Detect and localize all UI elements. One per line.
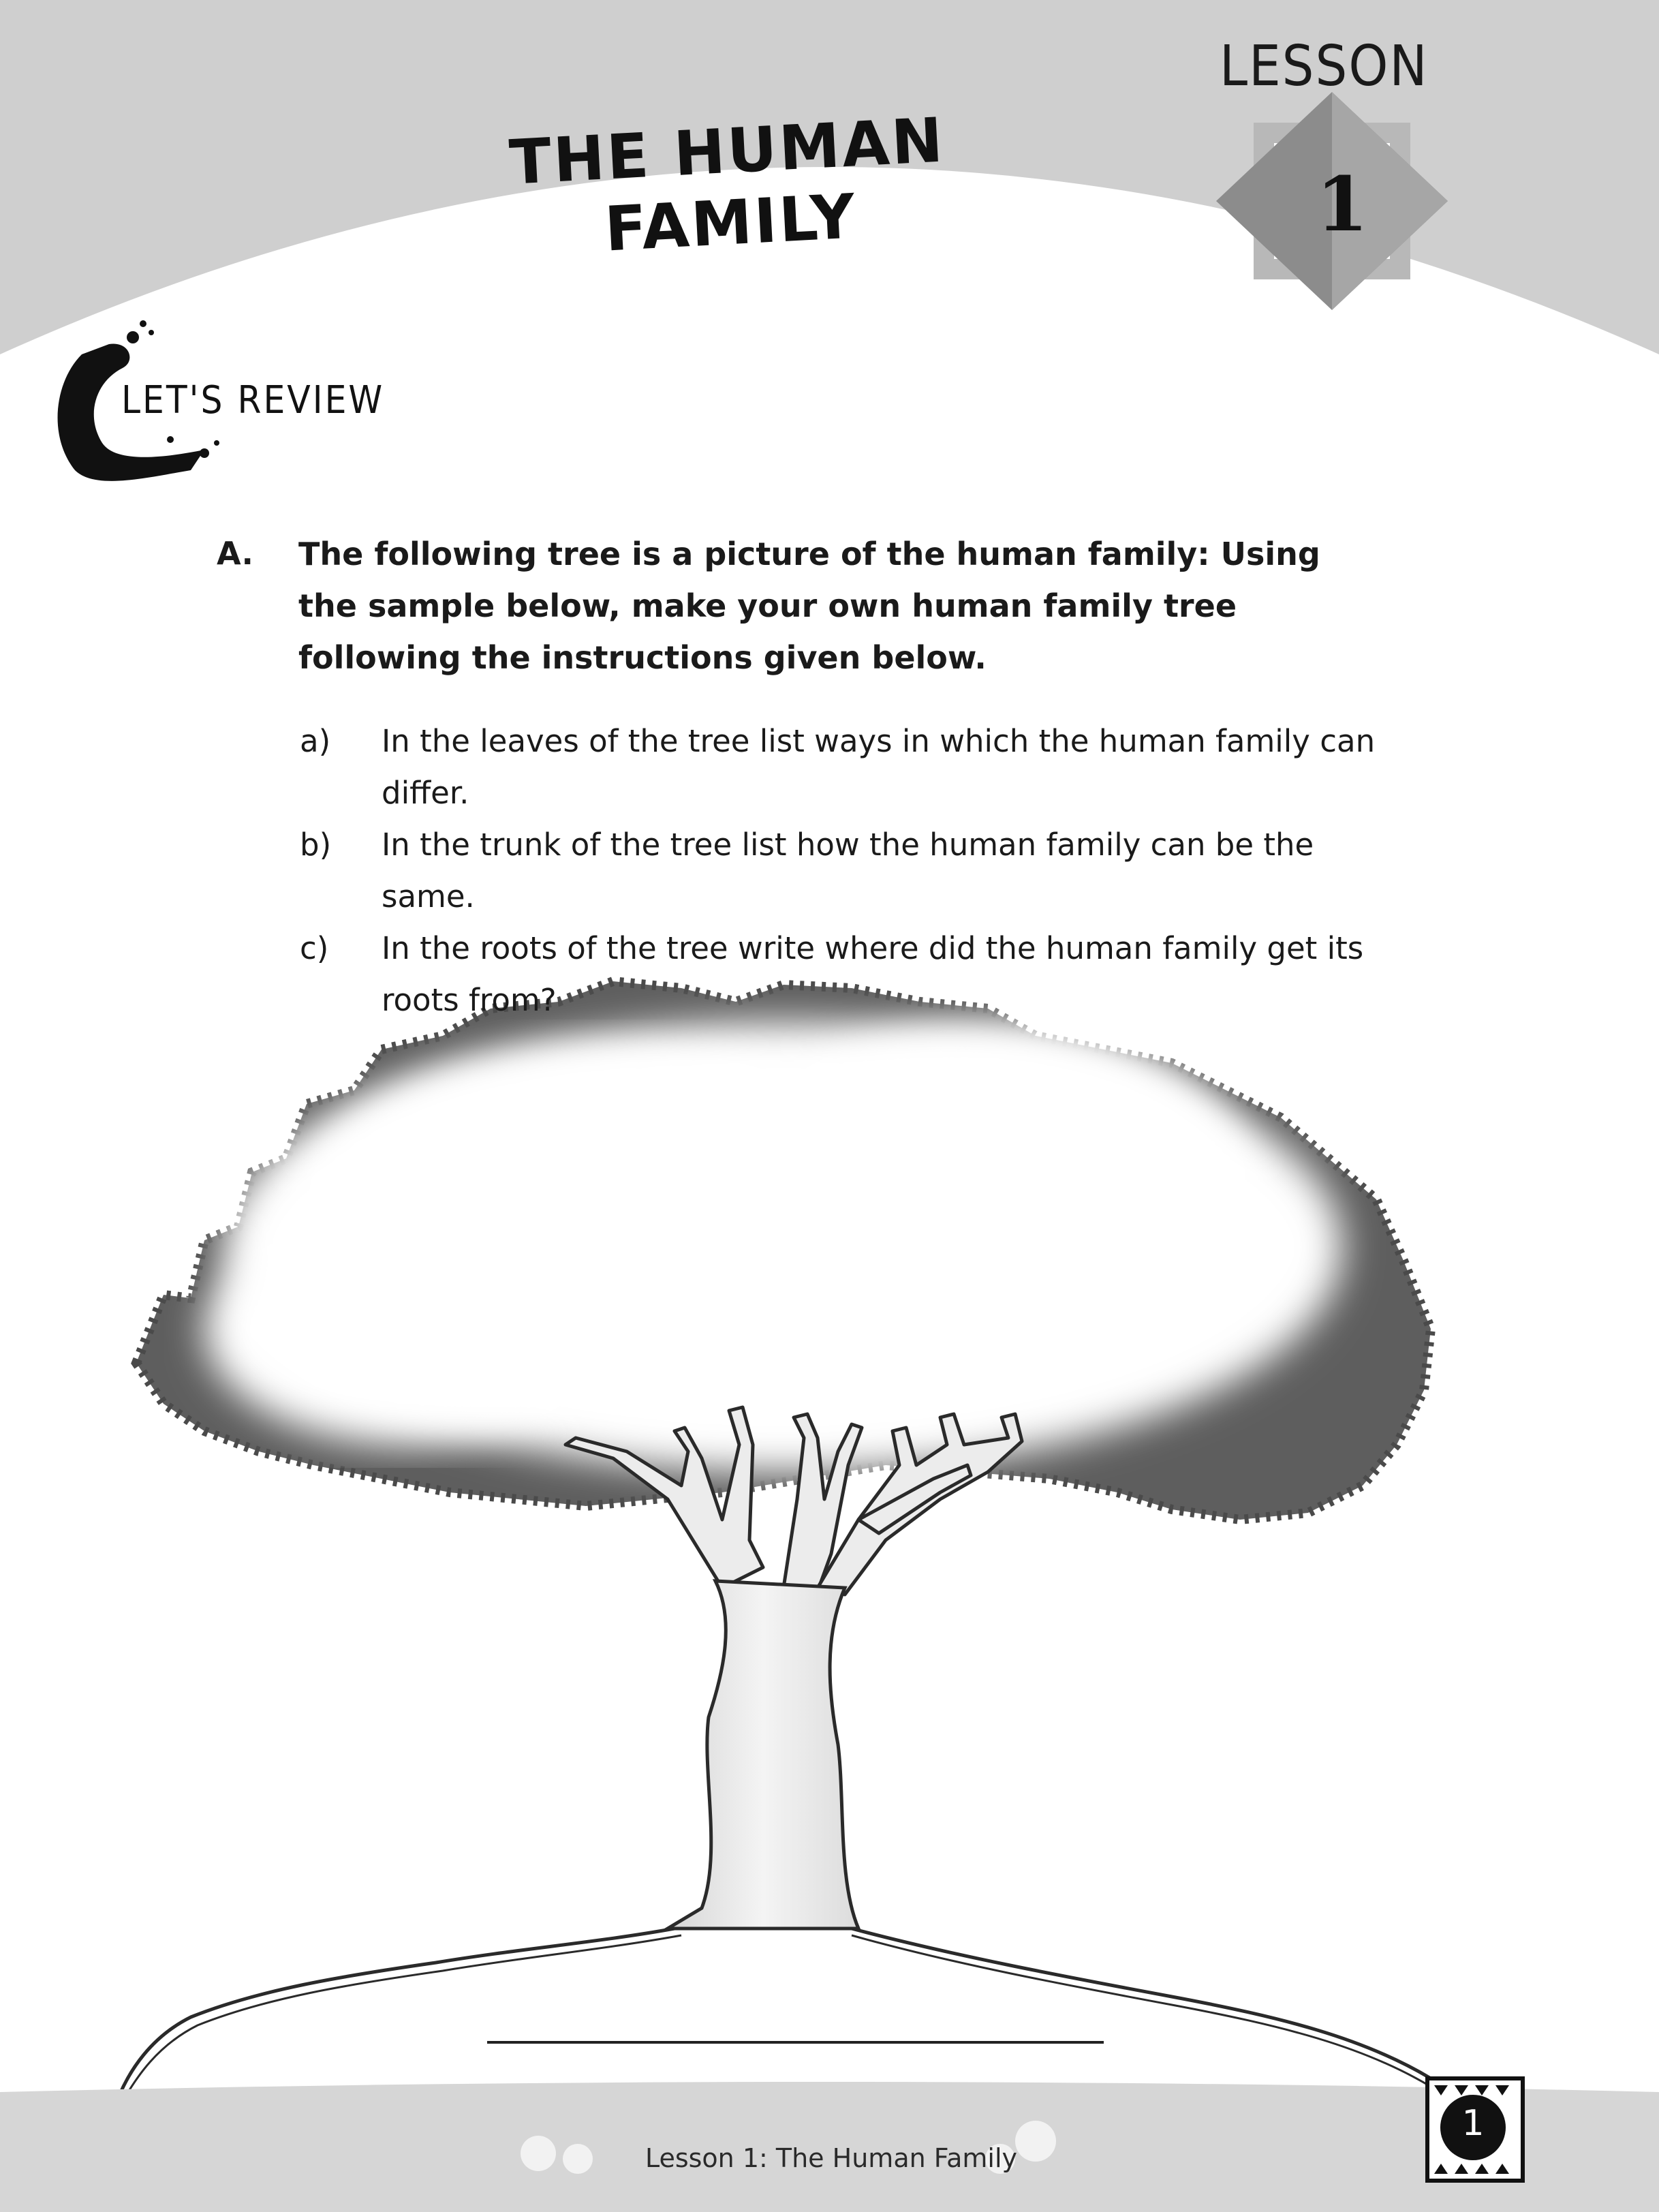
page-number: 1 [1461,2103,1485,2144]
page-title: THE HUMAN FAMILY [508,104,947,266]
instruction-text: In the leaves of the tree list ways in which the human family can differ. [382,723,1376,811]
instruction-item [300,716,1390,819]
section-heading: LET'S REVIEW [121,378,385,423]
instruction-text: In the roots of the tree write where did the human family get its roots from? [382,930,1364,1018]
lesson-label: LESSON [1220,34,1429,99]
question-text: The following tree is a picture of the human family: Using the sample below, make your own human family tree following the instructions given below. [298,536,1320,676]
footer-text: Lesson 1: The Human Family [645,2143,1018,2173]
instruction-marker: c) [300,930,329,966]
instruction-marker: a) [300,723,331,759]
lesson-number: 1 [1316,160,1369,248]
instruction-text: In the trunk of the tree list how the human family can be the same. [382,827,1314,915]
instruction-marker: b) [300,827,332,863]
instruction-item [300,819,1390,923]
question-letter: A. [217,535,253,572]
instruction-list [300,716,1390,1026]
instruction-item [300,923,1390,1026]
